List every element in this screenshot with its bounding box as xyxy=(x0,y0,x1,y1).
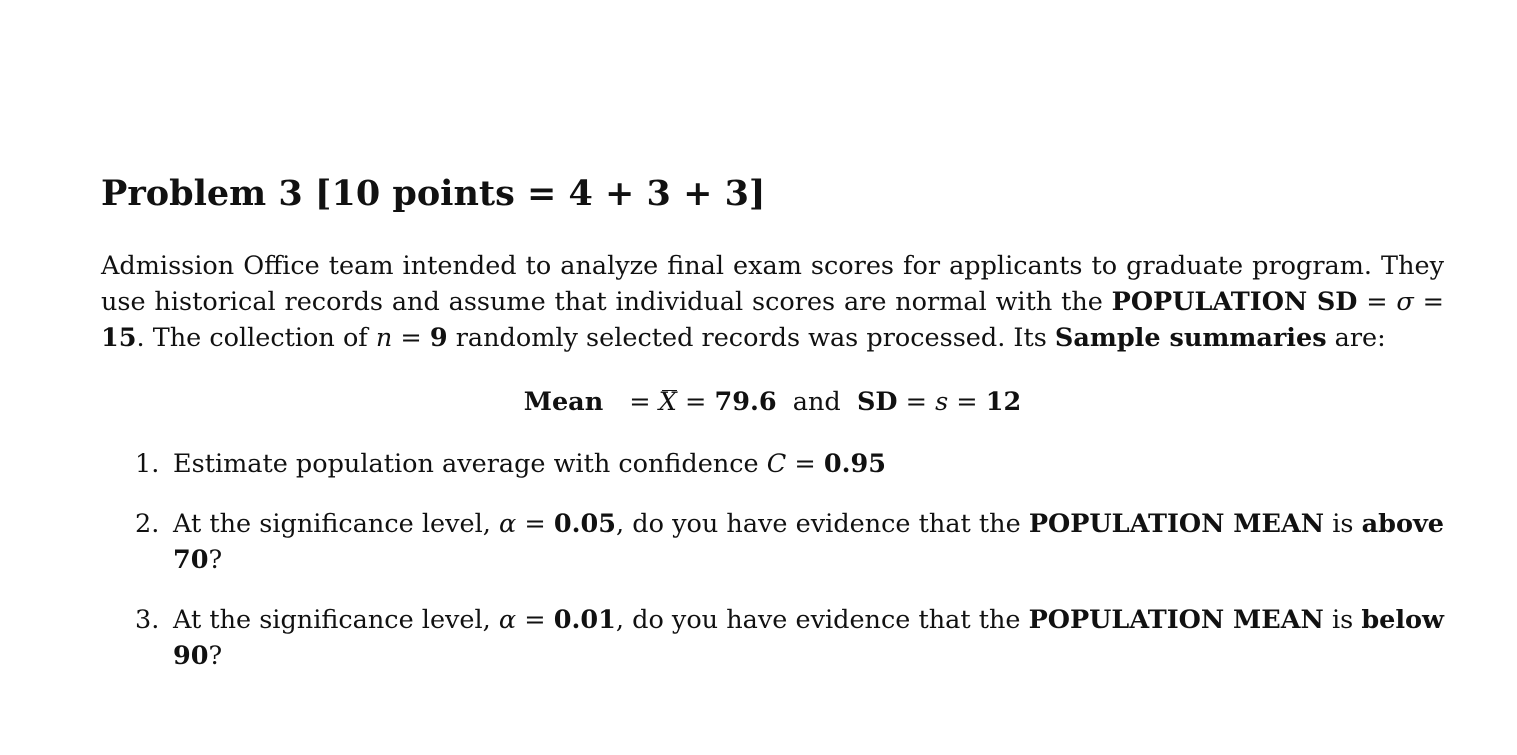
problem-points: [10 points = 4 + 3 + 3] xyxy=(314,173,766,214)
threshold-text: above 70 xyxy=(173,509,1444,575)
mean-label: Mean xyxy=(523,387,604,417)
problem-heading: Problem 3 xyxy=(101,173,303,214)
question-is-text: is xyxy=(1324,509,1362,539)
question-text: At the significance level, xyxy=(173,605,499,635)
population-sd-label: POPULATION SD xyxy=(1111,287,1358,317)
question-end: ? xyxy=(208,641,223,671)
alpha-symbol: α xyxy=(499,509,517,539)
intro-eq-3: = xyxy=(392,323,430,353)
document-page xyxy=(101,170,1444,698)
mean-value: 79.6 xyxy=(714,387,777,417)
question-text: At the significance level, xyxy=(173,509,499,539)
question-text-mid: , do you have evidence that the xyxy=(616,509,1029,539)
question-eq: = xyxy=(786,449,824,479)
question-eq: = xyxy=(516,605,554,635)
question-list xyxy=(101,446,1444,674)
problem-intro-paragraph xyxy=(101,248,1444,356)
question-item-1 xyxy=(135,446,1444,482)
display-eq-4: = xyxy=(948,387,986,417)
question-item-3 xyxy=(135,602,1444,674)
question-number: 3. xyxy=(135,605,160,635)
population-mean-label: POPULATION MEAN xyxy=(1028,605,1324,635)
display-eq-1: = xyxy=(629,387,659,417)
xbar-symbol: X xyxy=(658,387,677,417)
sd-label: SD xyxy=(856,387,898,417)
and-text: and xyxy=(792,387,841,417)
sd-value: 12 xyxy=(985,387,1022,417)
question-number: 2. xyxy=(135,509,160,539)
population-mean-label: POPULATION MEAN xyxy=(1028,509,1325,539)
n-symbol: n xyxy=(375,323,393,353)
intro-text-3: randomly selected records was processed. Its xyxy=(447,323,1055,353)
question-text-mid: , do you have evidence that the xyxy=(615,605,1029,635)
sample-summaries-equation xyxy=(101,384,1444,420)
intro-text-2: . The collection of xyxy=(136,323,376,353)
display-eq-3: = xyxy=(897,387,936,417)
question-is-text: is xyxy=(1323,605,1362,635)
question-end: ? xyxy=(208,545,223,575)
alpha-value: 0.01 xyxy=(553,605,616,635)
question-number: 1. xyxy=(135,449,160,479)
question-item-2 xyxy=(135,506,1444,578)
intro-eq-2: = xyxy=(1413,287,1445,317)
alpha-value: 0.05 xyxy=(553,509,616,539)
question-text: Estimate population average with confidence xyxy=(173,449,767,479)
display-eq-2: = xyxy=(676,387,715,417)
question-eq: = xyxy=(516,509,554,539)
n-value: 9 xyxy=(429,323,448,353)
threshold-text: below 90 xyxy=(173,605,1445,671)
sample-summaries-label: Sample summaries xyxy=(1054,323,1327,353)
intro-eq-1: = xyxy=(1357,287,1397,317)
confidence-symbol: C xyxy=(766,449,787,479)
intro-text-4: are: xyxy=(1326,323,1386,353)
sigma-symbol: σ xyxy=(1396,287,1414,317)
s-symbol: s xyxy=(935,387,949,417)
sigma-value: 15 xyxy=(101,323,137,353)
intro-text-1: Admission Office team intended to analyze final exam scores for applicants to graduate program. They use historical records and assume that individual scores are normal with the xyxy=(101,251,1444,317)
problem-title xyxy=(101,170,1444,218)
alpha-symbol: α xyxy=(498,605,517,635)
confidence-value: 0.95 xyxy=(823,449,886,479)
